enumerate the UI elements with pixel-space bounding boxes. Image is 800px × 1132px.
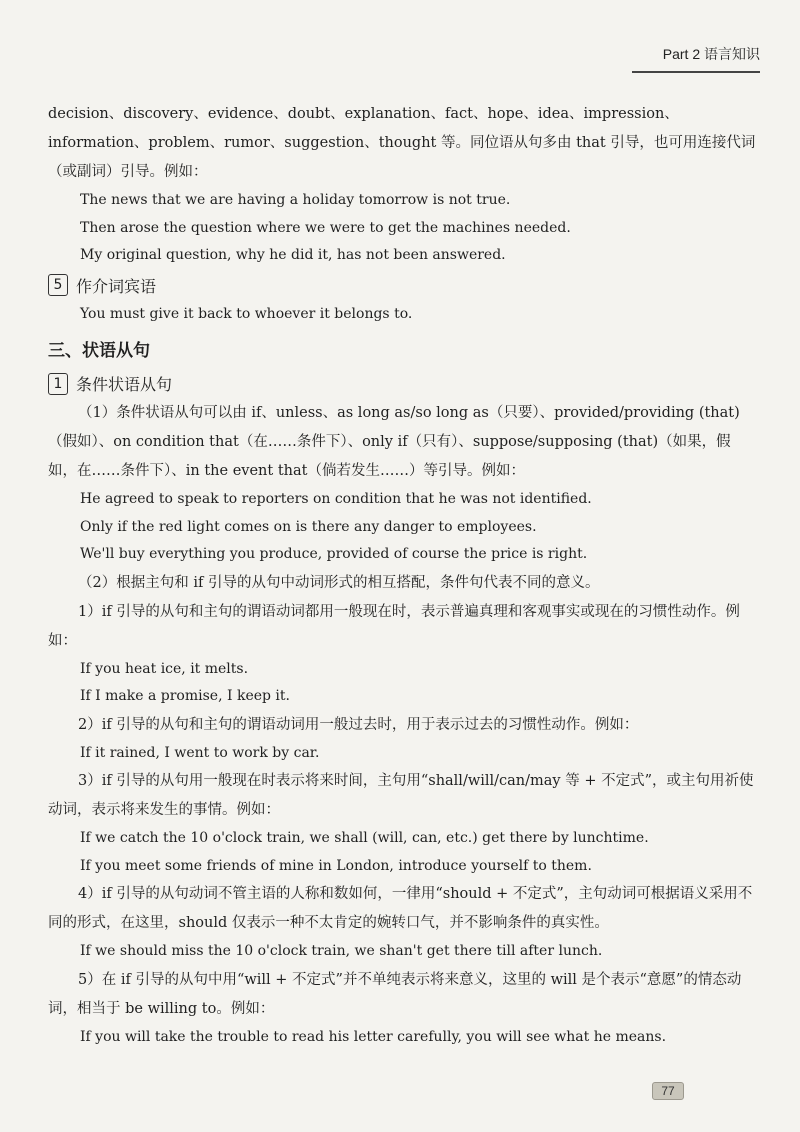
page-number: 77 bbox=[652, 1082, 684, 1100]
example-line: My original question, why he did it, has not been answered. bbox=[80, 247, 506, 263]
paragraph-verb-forms: （2）根据主句和 if 引导的从句中动词形式的相互搭配，条件句代表不同的意义。 bbox=[78, 574, 600, 591]
example-line: If it rained, I went to work by car. bbox=[80, 744, 320, 761]
example-line: If we catch the 10 o'clock train, we shall (will, can, etc.) get there by lunchtime. bbox=[80, 830, 649, 846]
heading-label: 作介词宾语 bbox=[76, 276, 157, 296]
page-header bbox=[560, 44, 760, 72]
header-rule bbox=[632, 71, 760, 73]
heading-label: 条件状语从句 bbox=[76, 375, 173, 394]
section-title-adverbial-clauses: 三、状语从句 bbox=[48, 341, 150, 361]
intro-paragraph: decision、discovery、evidence、doubt、explanation、fact、hope、idea、impression、information、problem、rumor、suggestion、thought 等。同位语从句多由 that 引导，也可用连接代词（或副词）引导。例如： bbox=[48, 106, 756, 180]
rule-2: 2）if 引导的从句和主句的谓语动词用一般过去时，用于表示过去的习惯性动作。例如： bbox=[78, 716, 639, 733]
rule-1: 1）if 引导的从句和主句的谓语动词都用一般现在时，表示普遍真理和客观事实或现在的习惯性动作。例如： bbox=[48, 603, 740, 649]
rule-3: 3）if 引导的从句用一般现在时表示将来时间，主句用“shall/will/can/may 等 + 不定式”，或主句用祈使动词，表示将来发生的事情。例如： bbox=[48, 773, 754, 818]
example-line: If you meet some friends of mine in London, introduce yourself to them. bbox=[80, 857, 592, 874]
heading-number-box: 5 bbox=[48, 274, 68, 296]
example-line: If we should miss the 10 o'clock train, we shan't get there till after lunch. bbox=[80, 943, 603, 959]
example-line: If you will take the trouble to read his letter carefully, you will see what he means. bbox=[80, 1028, 667, 1045]
example-line: The news that we are having a holiday tomorrow is not true. bbox=[80, 192, 511, 208]
example-line: He agreed to speak to reporters on condition that he was not identified. bbox=[80, 491, 592, 507]
subheading-prepositional-object bbox=[48, 274, 758, 297]
rule-4: 4）if 引导的从句动词不管主语的人称和数如何，一律用“should + 不定式”，主句动词可根据语义采用不同的形式，在这里，should 仅表示一种不太肯定的婉转口气，并不影响条件的真实性。 bbox=[48, 886, 753, 931]
paragraph-conditional-intro: （1）条件状语从句可以由 if、unless、as long as/so long as（只要）、provided/providing (that)（假如）、on condition that（在……条件下）、only if（只有）、suppose/supposing (that)（如果，假如，在……条件下）、in the event that（倘若发生……）等引导。例如： bbox=[48, 405, 740, 479]
rule-5: 5）在 if 引导的从句中用“will + 不定式”并不单纯表示将来意义，这里的 will 是个表示“意愿”的情态动词，相当于 be willing to。例如： bbox=[48, 971, 742, 1017]
header-part-label: Part 2 语言知识 bbox=[662, 46, 760, 62]
example-line: We'll buy everything you produce, provided of course the price is right. bbox=[80, 546, 588, 562]
example-line: If you heat ice, it melts. bbox=[80, 660, 249, 677]
page-body bbox=[48, 100, 758, 1051]
example-line: Only if the red light comes on is there any danger to employees. bbox=[80, 518, 537, 535]
subheading-conditional-clauses bbox=[48, 372, 758, 395]
example-line: Then arose the question where we were to get the machines needed. bbox=[80, 219, 571, 236]
example-line: If I make a promise, I keep it. bbox=[80, 688, 290, 704]
heading-number-box: 1 bbox=[48, 373, 68, 395]
example-line: You must give it back to whoever it belongs to. bbox=[80, 305, 413, 322]
